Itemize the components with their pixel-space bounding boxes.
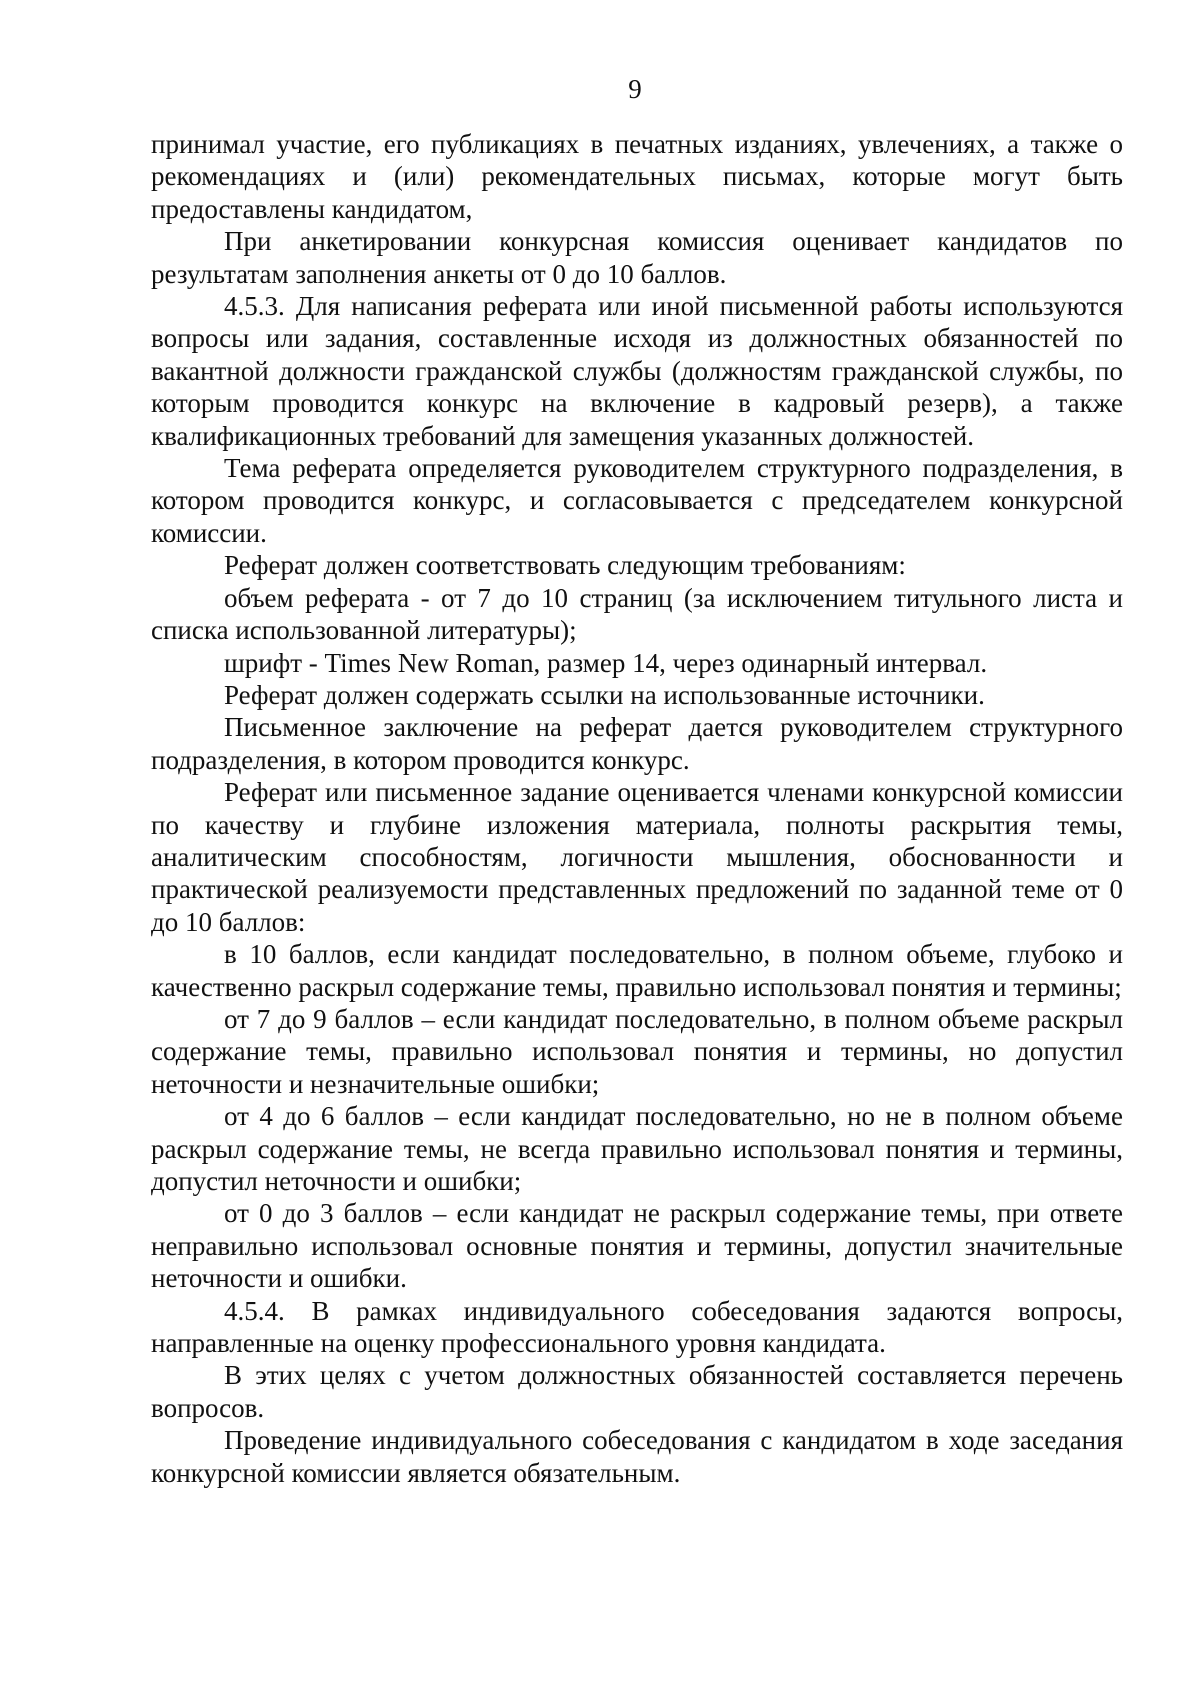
paragraph-essay-references: Реферат должен содержать ссылки на использованные источники. (224, 679, 985, 710)
paragraph-score-4-6: от 4 до 6 баллов – если кандидат последовательно, но не в полном объеме раскрыл содержание темы, не всегда правильно использовал понятия и термины, допустил неточности и ошибки; (151, 1101, 1123, 1196)
paragraph-continuation: принимал участие, его публикациях в печатных изданиях, увлечениях, а также о рекомендациях и (или) рекомендательных письмах, которые могут быть предоставлены кандидатом, (151, 129, 1123, 224)
paragraph-4-5-3: 4.5.3. Для написания реферата или иной письменной работы используются вопросы или задания, составленные исходя из должностных обязанностей по вакантной должности гражданской службы (должностям гражданской службы, по которым проводится конкурс на включение в кадровый резерв), а также квалификационных требований для замещения указанных должностей. (151, 291, 1123, 451)
paragraph-interview-mandatory: Проведение индивидуального собеседования с кандидатом в ходе заседания конкурсной комиссии является обязательным. (151, 1425, 1123, 1488)
paragraph-question-list: В этих целях с учетом должностных обязанностей составляется перечень вопросов. (151, 1360, 1123, 1423)
paragraph-essay-volume: объем реферата - от 7 до 10 страниц (за исключением титульного листа и списка использованной литературы); (151, 582, 1123, 646)
paragraph-essay-font: шрифт - Times New Roman, размер 14, через одинарный интервал. (224, 647, 988, 678)
page-number: 9 (628, 74, 642, 104)
paragraph-score-0-3: от 0 до 3 баллов – если кандидат не раскрыл содержание темы, при ответе неправильно использовал основные понятия и термины, допустил значительные неточности и ошибки. (151, 1198, 1123, 1294)
paragraph-essay-evaluation: Реферат или письменное задание оценивается членами конкурсной комиссии по качеству и глубине изложения материала, полноты раскрытия темы, аналитическим способностям, логичности мышления, обоснованности и практической реализуемости представленных предложений по заданной теме от 0 до 10 баллов: (151, 777, 1123, 937)
paragraph-questionnaire-scoring: При анкетировании конкурсная комиссия оценивает кандидатов по результатам заполнения анкеты от 0 до 10 баллов. (151, 226, 1123, 289)
paragraph-score-7-9: от 7 до 9 баллов – если кандидат последовательно, в полном объеме раскрыл содержание темы, правильно использовал понятия и термины, но допустил неточности и незначительные ошибки; (151, 1003, 1123, 1099)
paragraph-4-5-4: 4.5.4. В рамках индивидуального собеседования задаются вопросы, направленные на оценку профессионального уровня кандидата. (151, 1295, 1123, 1359)
paragraph-essay-requirements: Реферат должен соответствовать следующим требованиям: (224, 550, 906, 581)
paragraph-essay-topic: Тема реферата определяется руководителем структурного подразделения, в котором проводится конкурс, и согласовывается с председателем конкурсной комиссии. (151, 453, 1123, 548)
document-body (151, 128, 1123, 1489)
paragraph-score-10: в 10 баллов, если кандидат последовательно, в полном объеме, глубоко и качественно раскрыл содержание темы, правильно использовал понятия и термины; (151, 939, 1123, 1002)
paragraph-written-conclusion: Письменное заключение на реферат дается руководителем структурного подразделения, в котором проводится конкурс. (151, 712, 1123, 775)
